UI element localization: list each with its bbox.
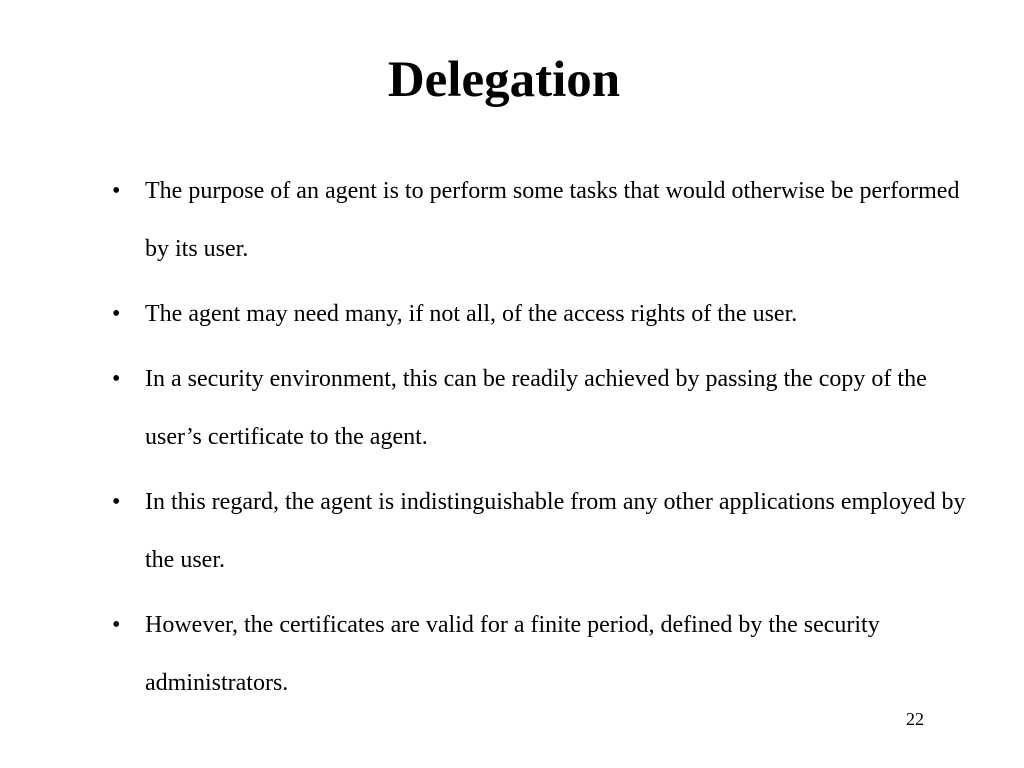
bullet-text: In this regard, the agent is indistinguishable from any other applications employed by the user. [145, 489, 966, 573]
bullet-dot-icon: • [112, 366, 121, 392]
bullet-item [112, 473, 972, 589]
bullet-text: However, the certificates are valid for a finite period, defined by the security administrators. [145, 612, 880, 696]
bullet-item [112, 596, 972, 712]
bullet-text: The purpose of an agent is to perform some tasks that would otherwise be performed by its user. [145, 178, 960, 262]
page-number: 22 [906, 709, 924, 729]
bullet-item [112, 162, 972, 278]
bullet-item [112, 350, 972, 466]
bullet-item [112, 285, 972, 343]
bullet-list [112, 162, 972, 719]
bullet-dot-icon: • [112, 612, 121, 638]
bullet-text: The agent may need many, if not all, of the access rights of the user. [145, 301, 798, 327]
bullet-text: In a security environment, this can be readily achieved by passing the copy of the user’s certificate to the agent. [145, 366, 927, 450]
bullet-dot-icon: • [112, 489, 121, 515]
slide-title: Delegation [387, 52, 621, 108]
bullet-dot-icon: • [112, 301, 121, 327]
bullet-dot-icon: • [112, 178, 121, 204]
